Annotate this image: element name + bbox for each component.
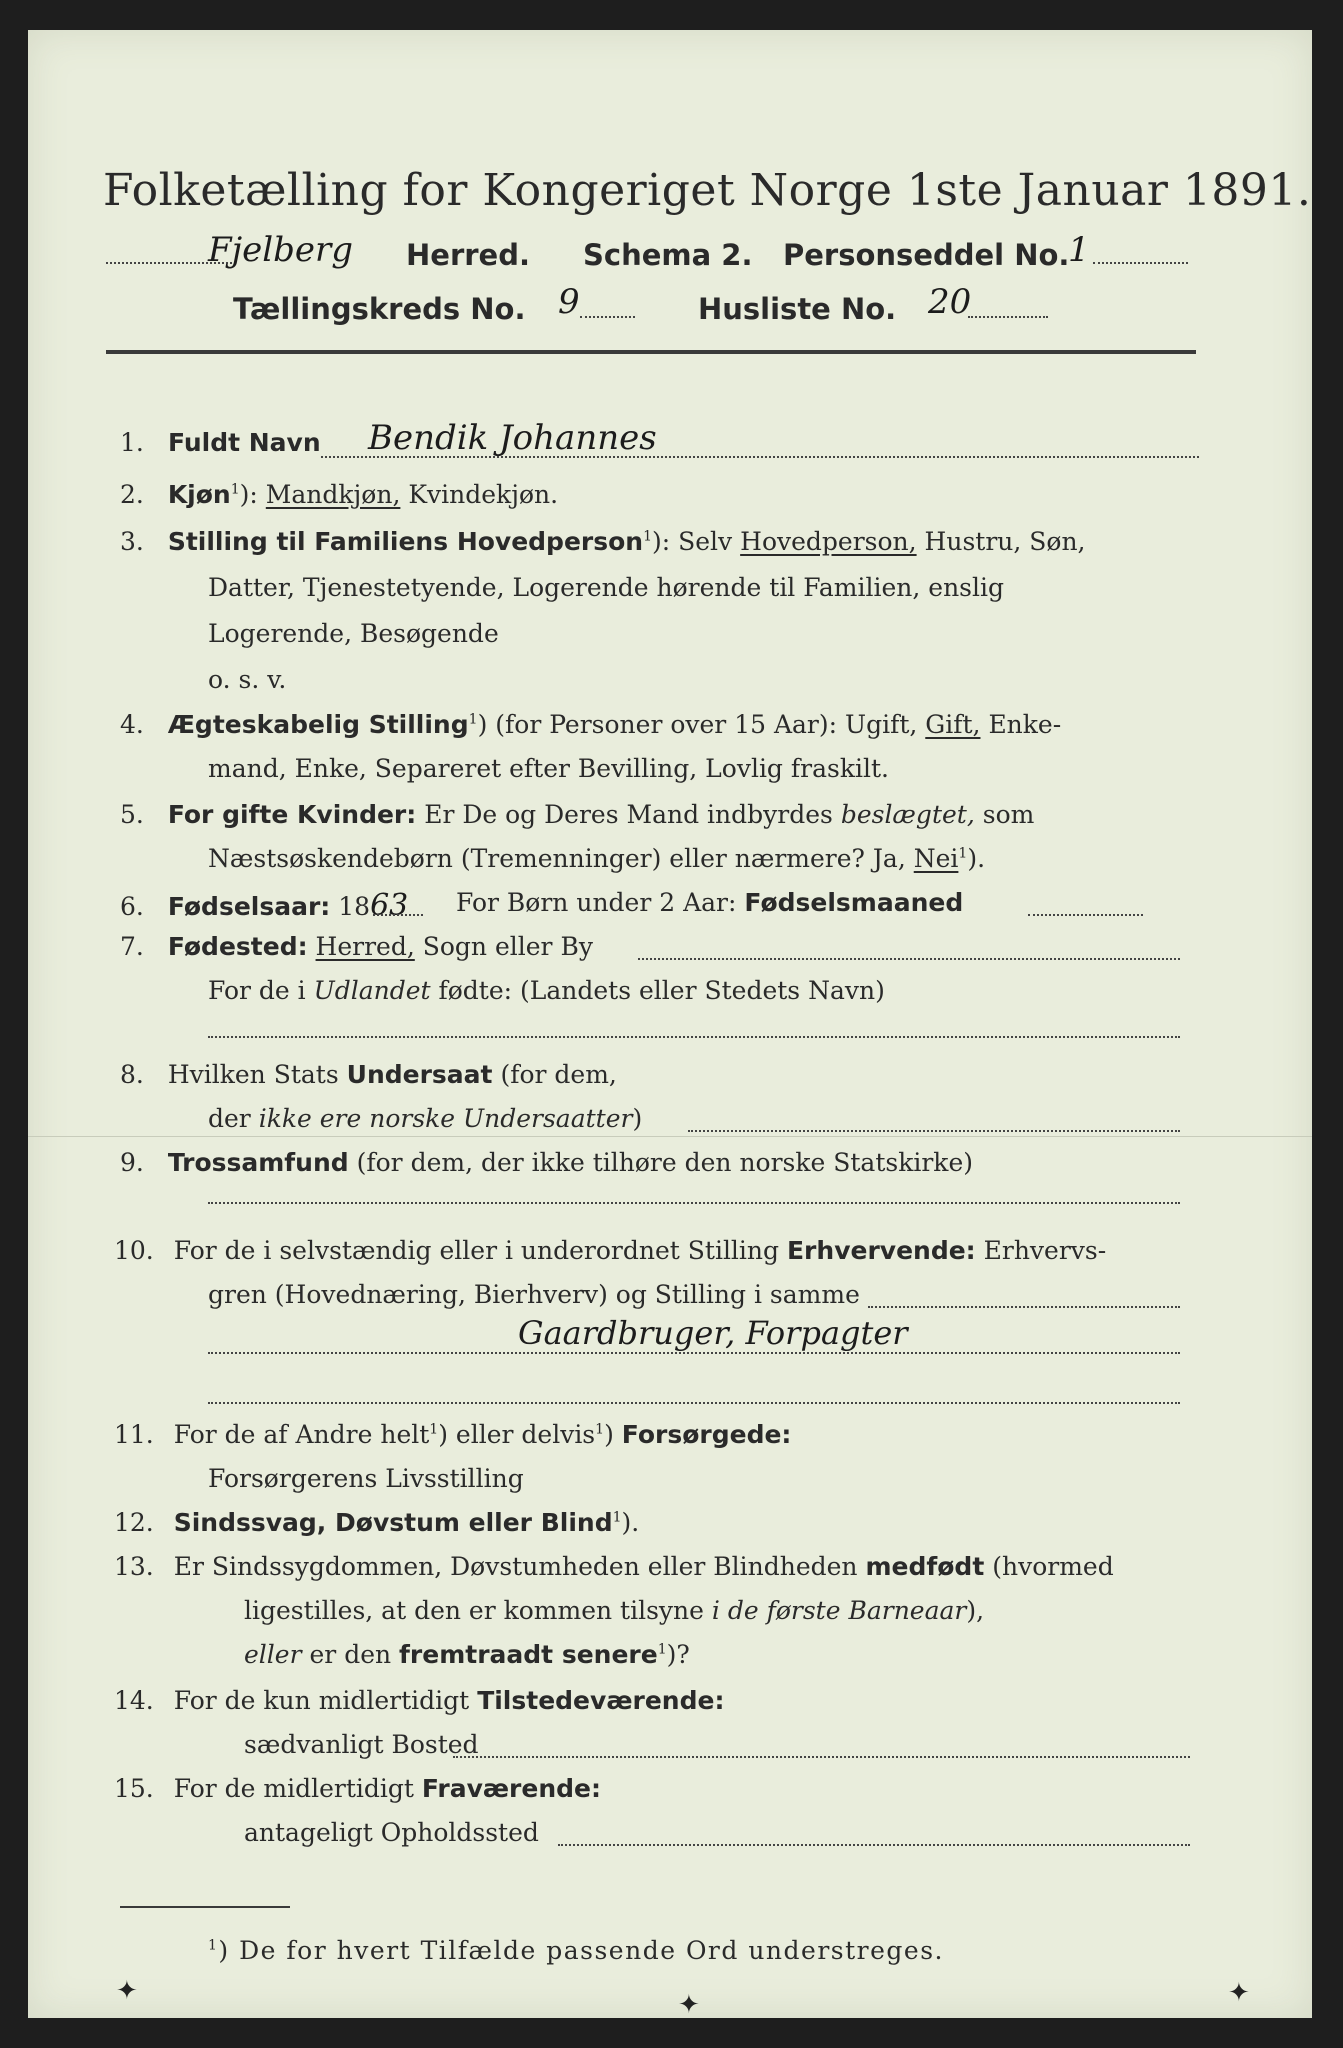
q10-text-end: Erhvervs- <box>983 1236 1107 1265</box>
q14-line2: sædvanligt Bosted <box>244 1730 479 1759</box>
q7-number: 7. <box>120 932 144 961</box>
q4-option-gift: Gift, <box>925 710 981 739</box>
q10-value: Gaardbruger, Forpagter <box>518 1314 908 1352</box>
husliste-dots <box>968 316 1048 318</box>
q2-option-kvindekjon: Kvindekjøn. <box>408 480 559 509</box>
q14-number: 14. <box>114 1686 154 1715</box>
q5-sup: 1 <box>958 845 968 862</box>
q14-text: For de kun midlertidigt <box>173 1686 470 1715</box>
q13-label: medfødt <box>865 1552 985 1581</box>
q10-line3-dots <box>208 1352 1180 1354</box>
q13-line2a: ligestilles, at den er kommen tilsyne <box>244 1596 704 1625</box>
q13-line3a: er den <box>309 1640 392 1669</box>
personseddel-label: Personseddel No. <box>783 238 1070 272</box>
q6-prefix: 18 <box>338 892 371 921</box>
q8-line2a: der <box>208 1104 251 1133</box>
corner-mark-center-icon: ✦ <box>678 1990 700 2020</box>
personseddel-value: 1 <box>1068 230 1090 270</box>
footnote-text: ) De for hvert Tilfælde passende Ord understreges. <box>218 1936 944 1965</box>
q11-number: 11. <box>114 1420 154 1449</box>
q6-text: For Børn under 2 Aar: <box>456 888 737 917</box>
q3-label: Stilling til Familiens Hovedperson <box>167 527 644 556</box>
q10-label: Erhvervende: <box>786 1236 976 1265</box>
q11-line2: Forsørgerens Livsstilling <box>208 1464 524 1493</box>
q10-line4-dots <box>208 1402 1180 1404</box>
header-rule <box>106 350 1196 354</box>
q6-label2: Fødselsmaaned <box>744 888 964 917</box>
q15-line2: antageligt Opholdssted <box>244 1818 539 1847</box>
q7-line2a: For de i <box>208 976 306 1005</box>
q13-line3-emphasis: eller <box>244 1640 302 1669</box>
q5-option-nei: Nei <box>913 844 959 873</box>
q13-line2b: ), <box>966 1596 985 1625</box>
q7-line3-dots <box>208 1036 1180 1038</box>
husliste-label: Husliste No. <box>698 292 897 326</box>
q13-text-end: (hvormed <box>992 1552 1114 1581</box>
herred-label: Herred. <box>406 238 530 272</box>
q2-pre: ): <box>239 480 258 509</box>
q8-label: Undersaat <box>346 1060 493 1089</box>
kreds-label: Tællingskreds No. <box>233 292 526 326</box>
form-title: Folketælling for Kongeriget Norge 1ste Januar 1891. <box>103 165 1312 216</box>
q7-text: Sogn eller By <box>422 932 593 961</box>
footnote-rule <box>120 1906 290 1908</box>
q8-text-end: (for dem, <box>500 1060 617 1089</box>
q3-option-hovedperson: Hovedperson, <box>740 527 917 556</box>
q11-sup1: 1 <box>429 1421 439 1438</box>
q7-label: Fødested: <box>167 932 308 961</box>
personseddel-dots <box>1093 262 1188 264</box>
q3-line3: Logerende, Besøgende <box>208 619 499 648</box>
husliste-value: 20 <box>928 282 972 322</box>
q10-line2: gren (Hovednæring, Bierhverv) og Stilling i samme <box>208 1280 860 1309</box>
q3-number: 3. <box>120 527 144 556</box>
q3-pre: ): Selv <box>652 527 733 556</box>
fold-line <box>28 1136 1312 1137</box>
q15-number: 15. <box>114 1774 154 1803</box>
q12-sup: 1 <box>612 1509 622 1526</box>
q13-sup: 1 <box>657 1641 667 1658</box>
q3-sup: 1 <box>643 528 653 545</box>
q1-value: Bendik Johannes <box>368 418 657 458</box>
q4-rest: Enke- <box>988 710 1062 739</box>
q9-number: 9. <box>120 1148 144 1177</box>
q15-text: For de midlertidigt <box>173 1774 414 1803</box>
q15-label: Fraværende: <box>421 1774 601 1803</box>
kreds-value: 9 <box>558 282 580 322</box>
q7-option-herred: Herred, <box>315 932 415 961</box>
q8-dots <box>688 1130 1180 1132</box>
q1-number: 1. <box>120 428 144 457</box>
schema-label: Schema 2. <box>583 238 753 272</box>
q5-emphasis: beslægtet, <box>840 800 975 829</box>
q12-end: ). <box>621 1508 640 1537</box>
q10-number: 10. <box>114 1236 154 1265</box>
corner-mark-right-icon: ✦ <box>1228 1978 1250 2008</box>
q6-value: 63 <box>370 888 409 923</box>
q14-label: Tilstedeværende: <box>477 1686 725 1715</box>
q11-text3: ) <box>604 1420 614 1449</box>
q8-line2-emphasis: ikke ere norske Undersaatter <box>258 1104 633 1133</box>
q8-line2b: ) <box>632 1104 643 1133</box>
q5-number: 5. <box>120 800 144 829</box>
q12-number: 12. <box>114 1508 154 1537</box>
q11-label: Forsørgede: <box>621 1420 792 1449</box>
q9-label: Trossamfund <box>167 1148 349 1177</box>
q13-line3b: )? <box>666 1640 690 1669</box>
kreds-dots <box>580 316 635 318</box>
q10-line2-dots <box>868 1306 1180 1308</box>
q5-text-end: som <box>982 800 1035 829</box>
q6-month-dots <box>1028 914 1143 916</box>
q1-label: Fuldt Navn <box>168 428 321 457</box>
q6-number: 6. <box>120 892 144 921</box>
q8-number: 8. <box>120 1060 144 1089</box>
q4-pre: ) (for Personer over 15 Aar): Ugift, <box>477 710 918 739</box>
corner-mark-left-icon: ✦ <box>116 1976 138 2006</box>
q4-label: Ægteskabelig Stilling <box>167 710 469 739</box>
q4-number: 4. <box>120 710 144 739</box>
q14-dots <box>453 1756 1190 1758</box>
q3-line4: o. s. v. <box>208 665 287 694</box>
q2-sup: 1 <box>230 481 240 498</box>
q2-label: Kjøn <box>167 480 231 509</box>
q15-dots <box>558 1844 1190 1846</box>
q13-line3-bold: fremtraadt senere <box>399 1640 658 1669</box>
q6-year-dots <box>373 914 423 916</box>
q6-label: Fødselsaar: <box>167 892 331 921</box>
q5-label: For gifte Kvinder: <box>167 800 417 829</box>
q3-rest: Hustru, Søn, <box>924 527 1086 556</box>
herred-value: Fjelberg <box>208 230 354 270</box>
q5-end: ). <box>967 844 986 873</box>
q13-number: 13. <box>114 1552 154 1581</box>
q13-line2-emphasis: i de første Barneaar <box>711 1596 967 1625</box>
q7-line2b: fødte: (Landets eller Stedets Navn) <box>438 976 885 1005</box>
q4-line2: mand, Enke, Separeret efter Bevilling, Lovlig fraskilt. <box>208 754 889 783</box>
census-form-sheet <box>28 30 1312 2018</box>
footnote-sup: 1 <box>208 1937 219 1954</box>
q13-text: Er Sindssygdommen, Døvstumheden eller Blindheden <box>173 1552 858 1581</box>
q9-dots <box>208 1202 1180 1204</box>
q11-text: For de af Andre helt <box>173 1420 430 1449</box>
q5-line2: Næstsøskendebørn (Tremenninger) eller nærmere? Ja, <box>208 844 906 873</box>
q10-text: For de i selvstændig eller i underordnet Stilling <box>173 1236 780 1265</box>
q8-text: Hvilken Stats <box>167 1060 339 1089</box>
q4-sup: 1 <box>468 711 478 728</box>
q7-dots <box>638 958 1180 960</box>
q7-line2-emphasis: Udlandet <box>313 976 431 1005</box>
q12-label: Sindssvag, Døvstum eller Blind <box>173 1508 613 1537</box>
q2-option-mandkjon: Mandkjøn, <box>265 480 401 509</box>
q11-sup2: 1 <box>595 1421 605 1438</box>
q11-text2: ) eller delvis <box>438 1420 596 1449</box>
q9-text: (for dem, der ikke tilhøre den norske Statskirke) <box>356 1148 974 1177</box>
q5-text: Er De og Deres Mand indbyrdes <box>424 800 833 829</box>
q2-number: 2. <box>120 480 144 509</box>
q3-line2: Datter, Tjenestetyende, Logerende hørende til Familien, enslig <box>208 573 1005 602</box>
